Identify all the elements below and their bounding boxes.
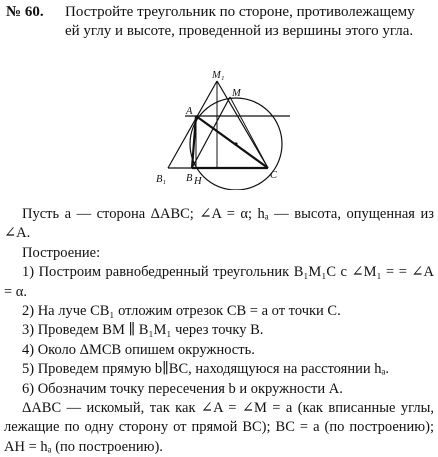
label-b: B	[186, 173, 193, 184]
line-mc	[230, 97, 268, 168]
line-bm	[192, 97, 230, 168]
construction-diagram	[150, 68, 302, 190]
label-m1: M₁	[212, 70, 225, 81]
step-1: 1) Построим равнобедренный треугольник B₁M₁C с ∠M₁ = = ∠A = α.	[4, 264, 434, 300]
conclusion-paragraph: ΔABC — искомый, так как ∠A = ∠M = a (как вписанные углы, лежащие по одну сторону от прямой BC); BC = a (по построению); AH = hₐ (по построению).	[4, 400, 434, 455]
label-b1: B₁	[156, 174, 167, 185]
step-5: 5) Проведем прямую b∥BC, находящуюся на расстоянии hₐ.	[22, 361, 390, 378]
problem-statement: Постройте треугольник по стороне, противолежащему ей углу и высоте, проведенной из вершины этого угла.	[65, 4, 415, 39]
step-2: 2) На луче CB₁ отложим отрезок CB = a от точки C.	[22, 303, 341, 320]
step-3: 3) Проведем BM ∥ B₁M₁ через точку B.	[22, 322, 264, 339]
label-h: H	[194, 176, 202, 187]
step-6: 6) Обозначим точку пересечения b и окружности A.	[22, 380, 343, 397]
problem-number: № 60.	[6, 4, 44, 20]
side-m1-c	[217, 81, 268, 168]
side-ac	[196, 116, 268, 168]
construction-heading: Построение:	[22, 244, 101, 261]
label-m: M	[232, 88, 241, 99]
label-c: C	[270, 170, 278, 181]
geometry-figure	[150, 68, 302, 190]
solution-text	[4, 205, 434, 457]
label-a: A	[186, 106, 193, 117]
given-paragraph: Пусть a — сторона ΔABC; ∠A = α; hₐ — высота, опущенная из ∠A.	[4, 206, 434, 242]
step-4: 4) Около ΔMCB опишем окружность.	[22, 341, 255, 358]
circle-center-dot	[234, 142, 237, 145]
